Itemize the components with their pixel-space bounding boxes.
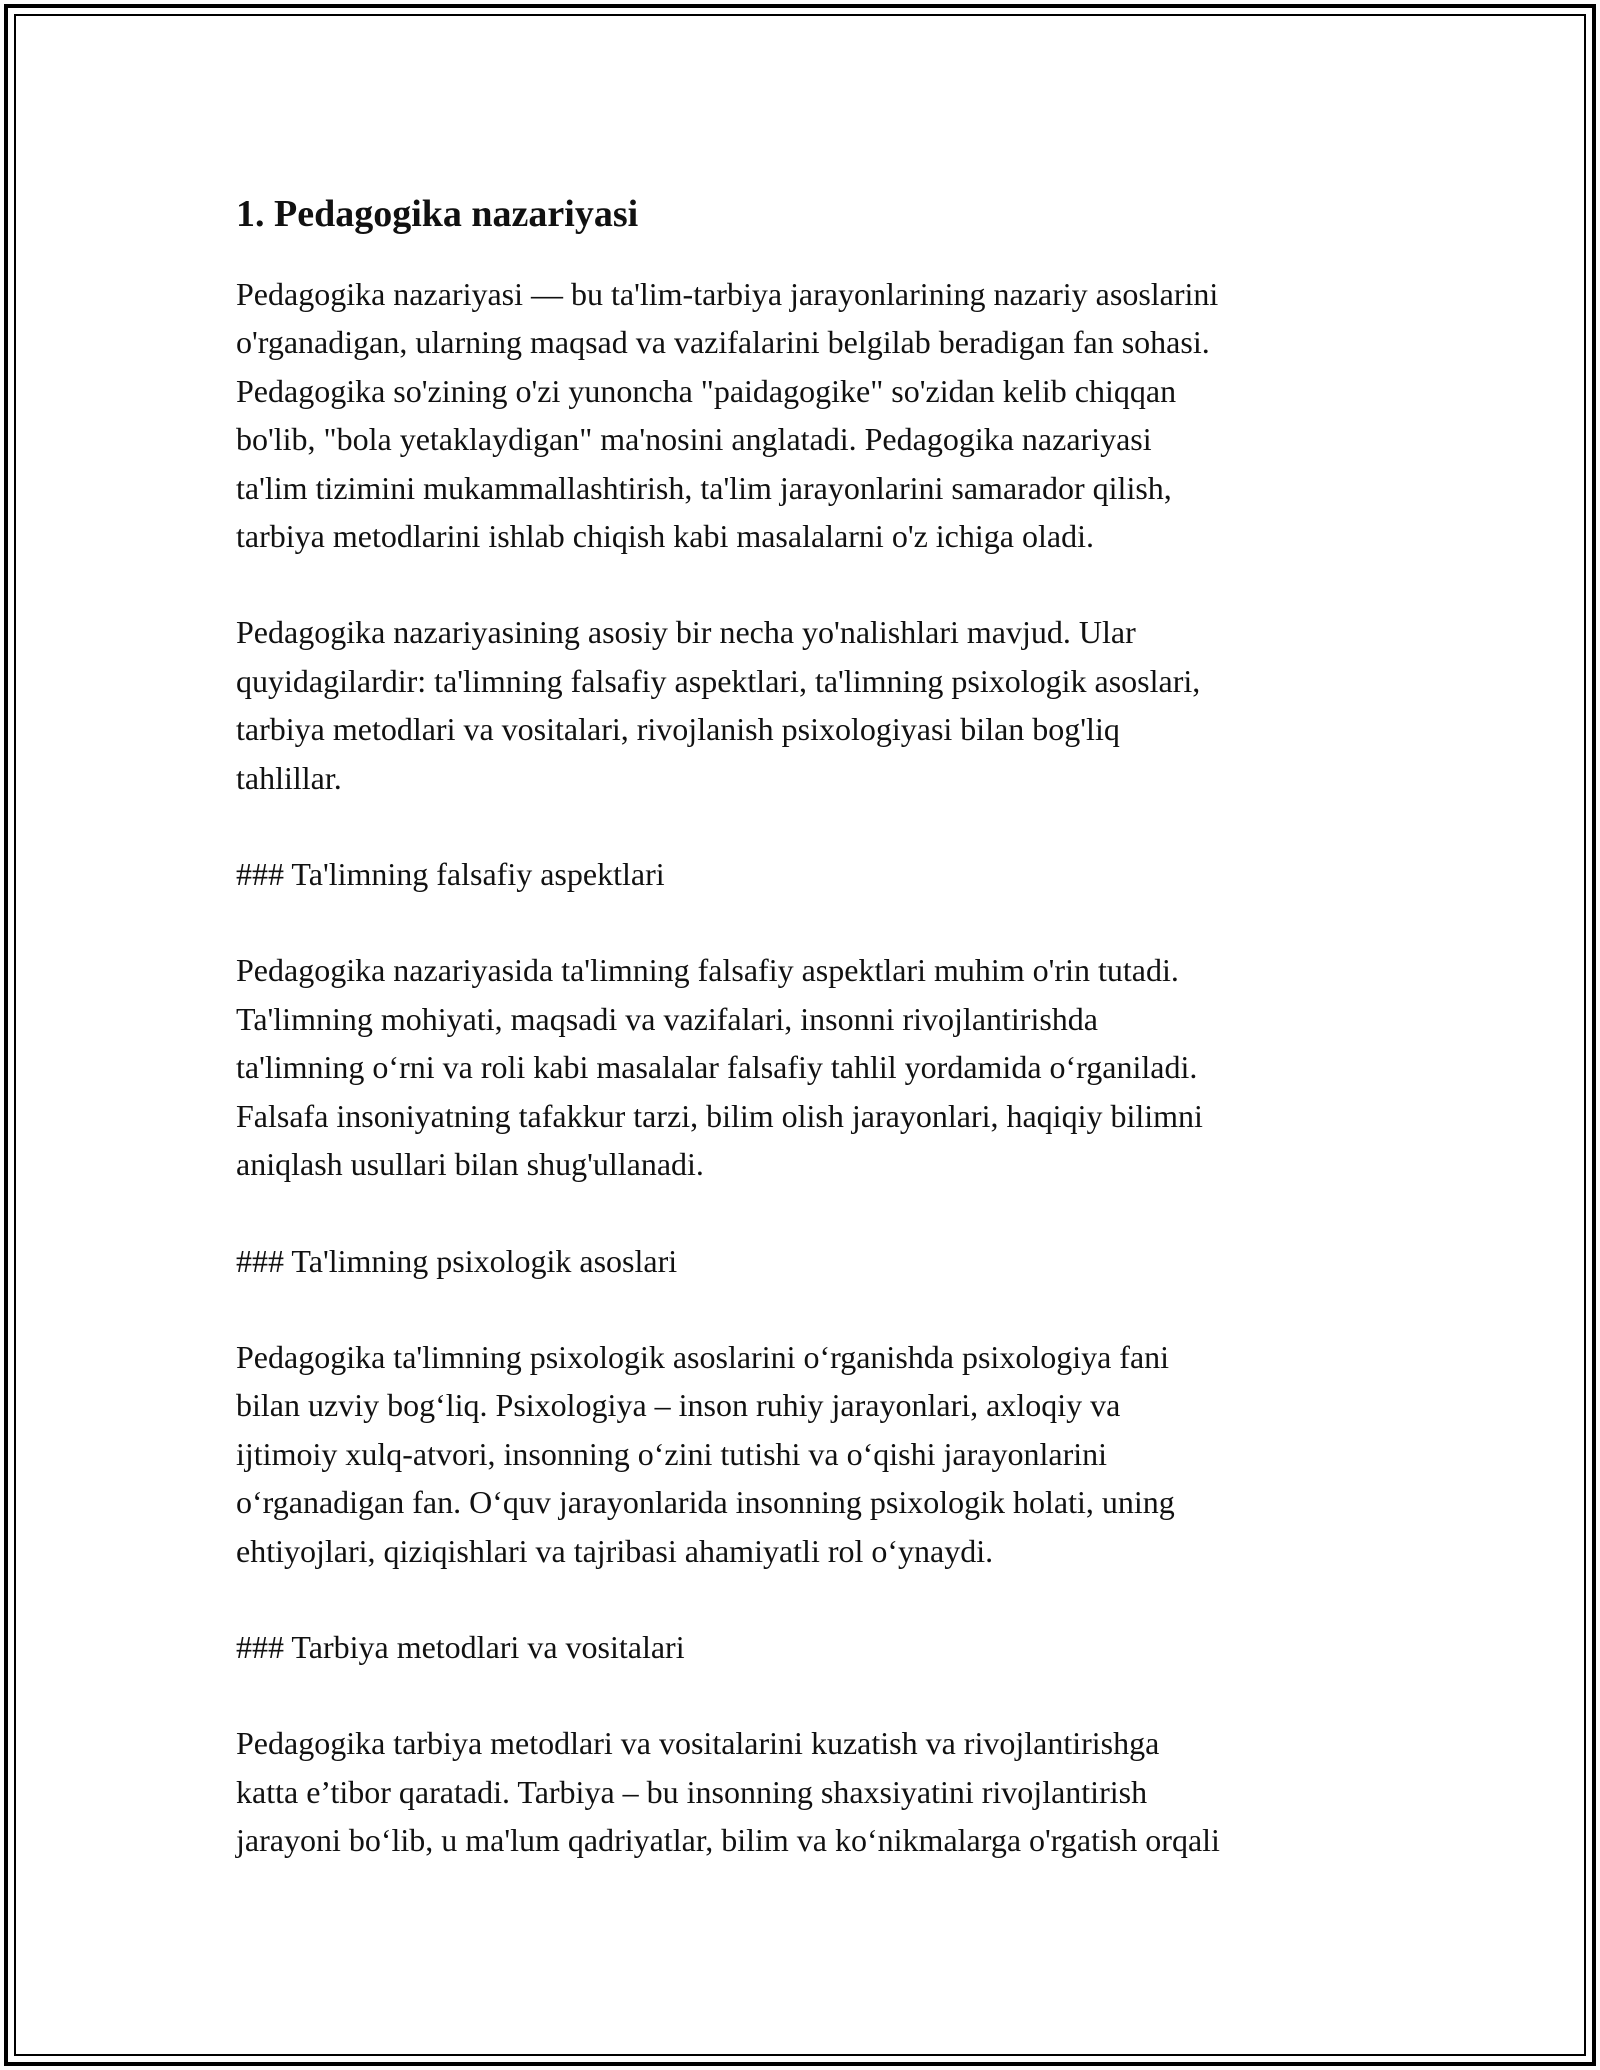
- subheading-upbringing-methods: ### Tarbiya metodlari va vositalari: [236, 1628, 685, 1665]
- text-line: Pedagogika nazariyasi — bu ta'lim-tarbiya jarayonlarining nazariy asoslarini: [236, 276, 1219, 312]
- text-line: Pedagogika nazariyasining asosiy bir necha yo'nalishlari mavjud. Ular: [236, 614, 1136, 651]
- text-line: ta'lim tizimini mukammallashtirish, ta'lim jarayonlarini samarador qilish,: [236, 469, 1172, 506]
- paragraph-intro: [236, 270, 1396, 560]
- text-line: bo'lib, "bola yetaklaydigan" ma'nosini anglatadi. Pedagogika nazariyasi: [236, 421, 1152, 458]
- text-line: katta e’tibor qaratadi. Tarbiya – bu insonning shaxsiyatini rivojlantirish: [236, 1773, 1148, 1810]
- text-line: Pedagogika so'zining o'zi yunoncha "paidagogike" so'zidan kelib chiqqan: [236, 372, 1177, 409]
- text-line: o‘rganadigan fan. O‘quv jarayonlarida insonning psixologik holati, uning: [236, 1484, 1175, 1521]
- paragraph-upbringing-methods: [236, 1719, 1396, 1864]
- text-line: jarayoni bo‘lib, u ma'lum qadriyatlar, bilim va ko‘nikmalarga o'rgatish orqali: [236, 1822, 1220, 1859]
- document-title: 1. Pedagogika nazariyasi: [236, 193, 639, 235]
- text-line: Ta'limning mohiyati, maqsadi va vazifalari, insonni rivojlantirishda: [236, 1000, 1098, 1037]
- subheading-psychology: ### Ta'limning psixologik asoslari: [236, 1242, 678, 1279]
- text-line: Pedagogika ta'limning psixologik asoslarini o‘rganishda psixologiya fani: [236, 1338, 1170, 1375]
- text-line: Falsafa insoniyatning tafakkur tarzi, bilim olish jarayonlari, haqiqiy bilimni: [236, 1097, 1203, 1134]
- text-line: ta'limning o‘rni va roli kabi masalalar falsafiy tahlil yordamida o‘rganiladi.: [236, 1049, 1198, 1086]
- text-line: ehtiyojlari, qiziqishlari va tajribasi ahamiyatli rol o‘ynaydi.: [236, 1532, 994, 1569]
- paragraph-philosophy: [236, 946, 1396, 1188]
- paragraph-directions: [236, 608, 1396, 802]
- text-line: Pedagogika tarbiya metodlari va vositalarini kuzatish va rivojlantirishga: [236, 1725, 1160, 1762]
- text-line: aniqlash usullari bilan shug'ullanadi.: [236, 1146, 704, 1183]
- subheading-philosophy: ### Ta'limning falsafiy aspektlari: [236, 856, 665, 893]
- text-line: tahlillar.: [236, 759, 342, 796]
- text-line: tarbiya metodlari va vositalari, rivojlanish psixologiyasi bilan bog'liq: [236, 711, 1120, 748]
- paragraph-psychology: [236, 1333, 1396, 1575]
- text-line: tarbiya metodlarini ishlab chiqish kabi masalalarni o'z ichiga oladi.: [236, 518, 1094, 555]
- document-content: [236, 186, 1396, 1913]
- text-line: Pedagogika nazariyasida ta'limning falsafiy aspektlari muhim o'rin tutadi.: [236, 952, 1179, 989]
- text-line: o'rganadigan, ularning maqsad va vazifalarini belgilab beradigan fan sohasi.: [236, 324, 1210, 361]
- text-line: bilan uzviy bog‘liq. Psixologiya – inson ruhiy jarayonlari, axloqiy va: [236, 1387, 1121, 1424]
- text-line: ijtimoiy xulq-atvori, insonning o‘zini tutishi va o‘qishi jarayonlarini: [236, 1435, 1107, 1472]
- text-line: quyidagilardir: ta'limning falsafiy aspektlari, ta'limning psixologik asoslari,: [236, 662, 1201, 699]
